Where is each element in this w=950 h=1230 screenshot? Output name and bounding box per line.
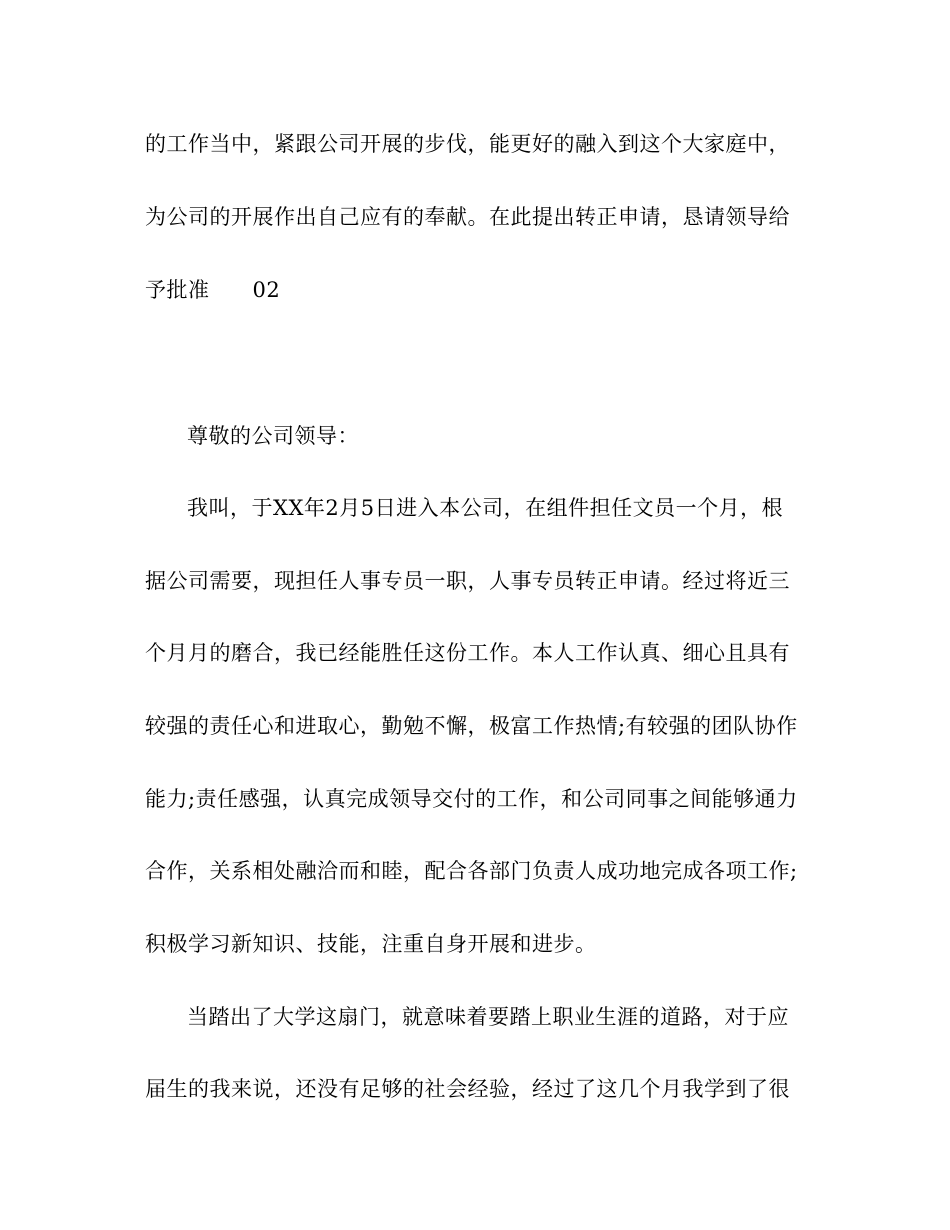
text-line: 我叫，于XX年2月5日进入本公司，在组件担任文员一个月，根 <box>187 496 784 520</box>
text-line: 当踏出了大学这扇门，就意味着要踏上职业生涯的道路，对于应 <box>187 1005 789 1029</box>
text-line: 合作，关系相处融洽而和睦，配合各部门负责人成功地完成各项工作; <box>145 859 798 883</box>
text-line: 能力;责任感强，认真完成领导交付的工作，和公司同事之间能够通力 <box>145 787 798 811</box>
text-line: 积极学习新知识、技能，注重自身开展和进步。 <box>145 932 597 956</box>
text-line: 个月月的磨合，我已经能胜任这份工作。本人工作认真、细心且具有 <box>145 641 790 665</box>
text-line: 较强的责任心和进取心，勤勉不懈，极富工作热情;有较强的团队协作 <box>145 714 798 738</box>
text-line: 据公司需要，现担任人事专员一职，人事专员转正申请。经过将近三 <box>145 569 790 593</box>
text-line: 届生的我来说，还没有足够的社会经验，经过了这几个月我学到了很 <box>145 1077 790 1101</box>
text-line: 的工作当中，紧跟公司开展的步伐，能更好的融入到这个大家庭中， <box>145 132 790 156</box>
text-line: 为公司的开展作出自己应有的奉献。在此提出转正申请，恳请领导给 <box>145 205 790 229</box>
text-line: 予批准 02 <box>145 278 281 302</box>
salutation: 尊敬的公司领导： <box>187 424 359 448</box>
